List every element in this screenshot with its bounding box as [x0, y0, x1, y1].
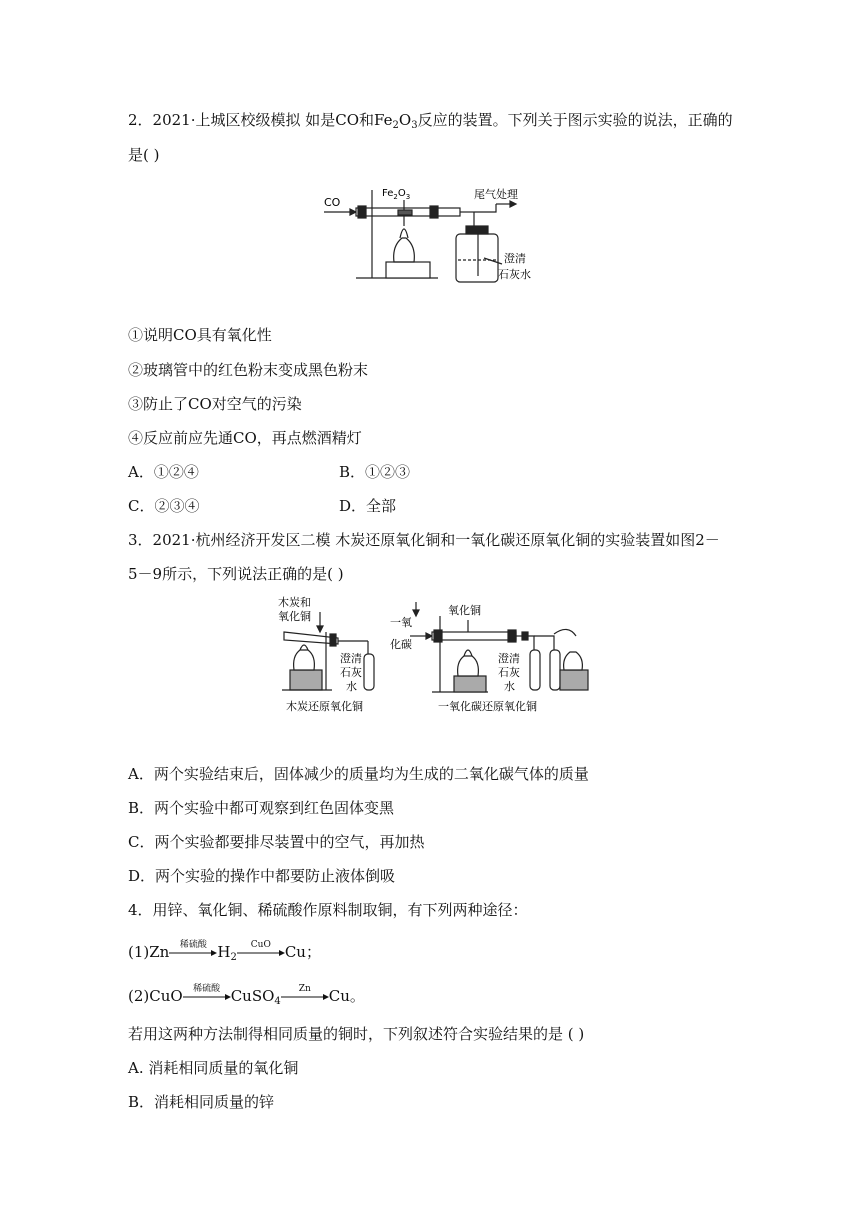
limewater-label-2: 石灰水	[498, 268, 531, 281]
q4-path-2: (2)CuO 稀硫酸 CuSO$_4$ Zn Cu。	[128, 984, 365, 1007]
q2-option-b: B．①②③	[339, 463, 411, 481]
q3-option-b: B．两个实验中都可观察到红色固体变黑	[128, 799, 395, 817]
q4-option-b: B．消耗相同质量的锌	[128, 1093, 275, 1111]
q2-statement-3: ③防止了CO对空气的污染	[128, 395, 302, 413]
q4-option-a: A. 消耗相同质量的氧化铜	[128, 1059, 299, 1077]
cuo-label: 氧化铜	[448, 604, 481, 617]
left-reactant-label-2: 氧化铜	[278, 610, 311, 623]
arrow-1a: 稀硫酸	[169, 943, 217, 963]
tail-gas-label: 尾气处理	[474, 188, 518, 201]
q2-statement-2: ②玻璃管中的红色粉末变成黑色粉末	[128, 361, 369, 379]
q2-apparatus-figure	[318, 180, 538, 286]
q3-option-a: A．两个实验结束后，固体减少的质量均为生成的二氧化碳气体的质量	[128, 765, 589, 783]
q2-option-d: D．全部	[339, 497, 397, 515]
fe2o3-label: $Fe_2O_3$	[382, 188, 411, 201]
q4-question: 若用这两种方法制得相同质量的铜时，下列叙述符合实验结果的是 ( )	[128, 1025, 585, 1043]
co-label-1: 一氧	[390, 616, 412, 629]
q2-stem-line1: 2．2021·上城区校级模拟 如是CO和$Fe_2O_3$反应的装置。下列关于图示实验的说法，正确的	[128, 111, 733, 131]
q2-statement-1: ①说明CO具有氧化性	[128, 326, 272, 344]
left-limewater-2: 石灰	[340, 666, 362, 679]
arrow-1b: CuO	[237, 943, 285, 963]
left-limewater-1: 澄清	[340, 652, 362, 665]
limewater-label-1: 澄清	[504, 252, 526, 265]
arrow-2b: Zn	[281, 987, 329, 1007]
left-limewater-3: 水	[346, 680, 357, 693]
q2-stem-line2: 是( )	[128, 146, 160, 164]
left-caption: 木炭还原氧化铜	[286, 700, 363, 713]
right-caption: 一氧化碳还原氧化铜	[438, 700, 537, 713]
q3-option-c: C．两个实验都要排尽装置中的空气，再加热	[128, 833, 425, 851]
left-reactant-label-1: 木炭和	[278, 596, 311, 609]
q4-path-1: (1)Zn 稀硫酸 $H_2$ CuO Cu；	[128, 940, 321, 963]
q2-option-a: A．①②④	[128, 463, 199, 481]
q2-option-c: C．②③④	[128, 497, 200, 515]
right-limewater-2: 石灰	[498, 666, 520, 679]
q3-option-d: D．两个实验的操作中都要防止液体倒吸	[128, 867, 396, 885]
q3-stem-line2: 5－9所示，下列说法正确的是( )	[128, 565, 344, 583]
co-label-2: 化碳	[390, 638, 412, 651]
q4-stem: 4．用锌、氧化铜、稀硫酸作原料制取铜，有下列两种途径：	[128, 901, 528, 919]
co-label: CO	[324, 196, 341, 209]
q2-statement-4: ④反应前应先通CO，再点燃酒精灯	[128, 429, 362, 447]
q3-apparatus-figure	[268, 596, 598, 720]
q3-stem-line1: 3．2021·杭州经济开发区二模 木炭还原氧化铜和一氧化碳还原氧化铜的实验装置如图2－	[128, 531, 720, 549]
arrow-2a: 稀硫酸	[183, 987, 231, 1007]
right-limewater-1: 澄清	[498, 652, 520, 665]
right-limewater-3: 水	[504, 680, 515, 693]
